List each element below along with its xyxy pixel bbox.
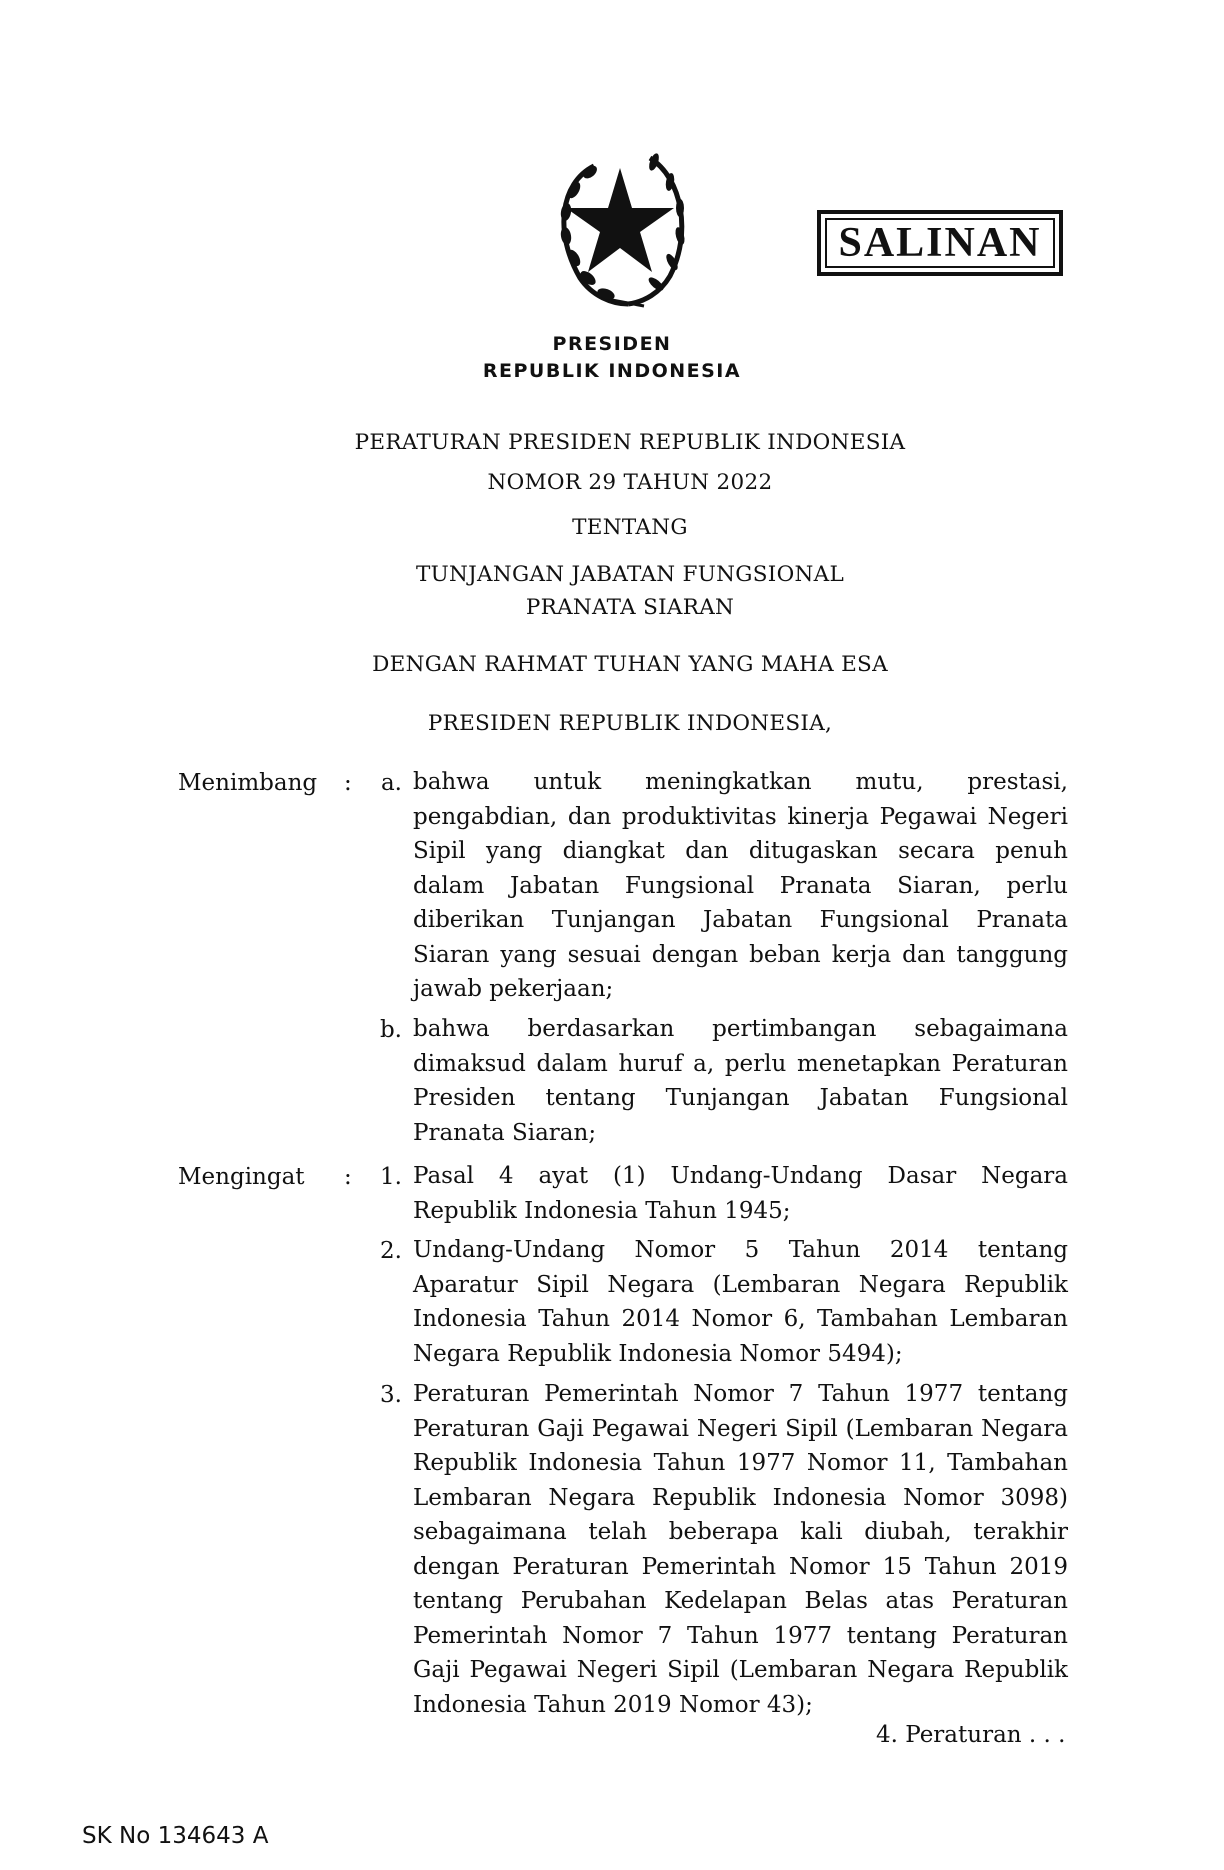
continuation-note: 4. Peraturan . . . — [876, 1722, 1066, 1748]
mengingat-item-3-text: Peraturan Pemerintah Nomor 7 Tahun 1977 tentang Peraturan Gaji Pegawai Negeri Sipil (Lembaran Negara Republik Indonesia Tahun 1977 Nomor 11, Tambahan Lembaran Negara Republik Indonesia Nomor 3098) sebagaimana telah beberapa kali diubah, terakhir dengan Peraturan Pemerintah Nomor 15 Tahun 2019 tentang Perubahan Kedelapan Belas atas Peraturan Pemerintah Nomor 7 Tahun 1977 tentang Peraturan Gaji Pegawai Negeri Sipil (Lembaran Negara Republik Indonesia Tahun 2019 Nomor 43); — [413, 1381, 1068, 1718]
issuer-line-2: REPUBLIK INDONESIA — [482, 360, 742, 382]
menimbang-label: Menimbang — [178, 770, 318, 796]
mengingat-item-1-text: Pasal 4 ayat (1) Undang-Undang Dasar Negara Republik Indonesia Tahun 1945; — [413, 1163, 1068, 1224]
menimbang-item-b-text: bahwa berdasarkan pertimbangan sebagaimana dimaksud dalam huruf a, perlu menetapkan Peraturan Presiden tentang Tunjangan Jabatan Fungsional Pranata Siaran; — [413, 1016, 1068, 1146]
regulation-subject-line-1: TUNJANGAN JABATAN FUNGSIONAL — [415, 562, 845, 587]
salinan-label: SALINAN — [838, 220, 1042, 266]
mengingat-item-2 — [413, 1233, 1068, 1371]
mengingat-item-3 — [413, 1377, 1068, 1722]
salinan-stamp — [817, 210, 1063, 276]
menimbang-marker-a: a. — [380, 770, 402, 796]
regulation-number: NOMOR 29 TAHUN 2022 — [487, 470, 773, 495]
sk-number: SK No 134643 A — [82, 1823, 269, 1849]
mengingat-item-1 — [413, 1159, 1068, 1228]
mengingat-marker-1: 1. — [380, 1164, 402, 1190]
menimbang-colon: : — [344, 770, 352, 796]
menimbang-marker-b: b. — [379, 1017, 402, 1043]
president-heading: PRESIDEN REPUBLIK INDONESIA, — [427, 711, 833, 736]
regulation-subject-line-2: PRANATA SIARAN — [525, 595, 735, 620]
garuda-emblem-icon — [532, 138, 704, 310]
mengingat-marker-2: 2. — [380, 1238, 402, 1264]
issuer-line-1: PRESIDEN — [552, 333, 672, 355]
mengingat-label: Mengingat — [178, 1164, 305, 1190]
invocation: DENGAN RAHMAT TUHAN YANG MAHA ESA — [372, 652, 888, 677]
menimbang-item-a-text: bahwa untuk meningkatkan mutu, prestasi, pengabdian, dan produktivitas kinerja Pegawai Negeri Sipil yang diangkat dan ditugaskan secara penuh dalam Jabatan Fungsional Pranata Siaran, perlu diberikan Tunjangan Jabatan Fungsional Pranata Siaran yang sesuai dengan beban kerja dan tanggung jawab pekerjaan; — [413, 769, 1068, 1002]
menimbang-item-a — [413, 765, 1068, 1007]
regulation-tentang: TENTANG — [572, 515, 688, 540]
mengingat-colon: : — [344, 1164, 352, 1190]
mengingat-item-2-text: Undang-Undang Nomor 5 Tahun 2014 tentang Aparatur Sipil Negara (Lembaran Negara Republik Indonesia Tahun 2014 Nomor 6, Tambahan Lembaran Negara Republik Indonesia Nomor 5494); — [413, 1237, 1068, 1367]
menimbang-item-b — [413, 1012, 1068, 1150]
regulation-title: PERATURAN PRESIDEN REPUBLIK INDONESIA — [354, 430, 906, 455]
mengingat-marker-3: 3. — [380, 1382, 402, 1408]
